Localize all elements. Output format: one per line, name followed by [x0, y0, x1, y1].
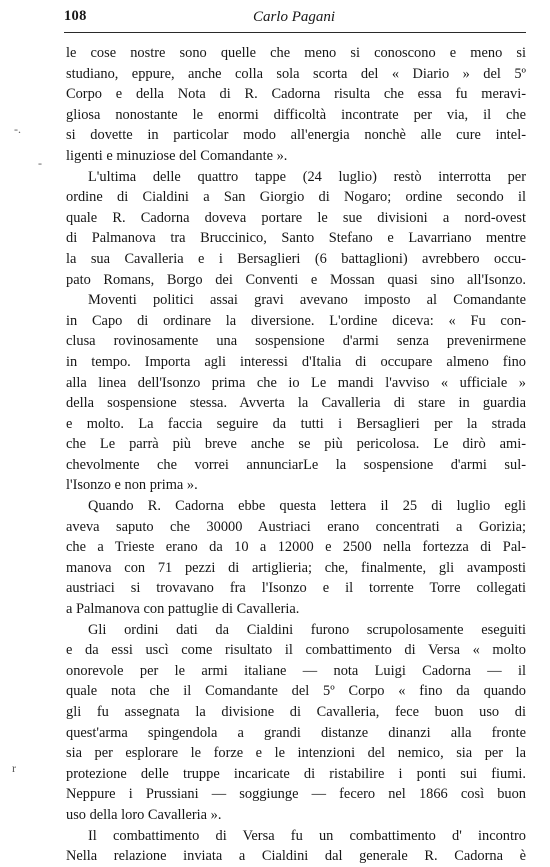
page-body-text — [66, 43, 526, 867]
page-header — [64, 8, 524, 30]
text-line: che Le parrà più breve anche se più pericolosa. Le dirò ami- — [66, 436, 526, 453]
text-line: e molto. La faccia seguire da tutti i Bersaglieri per la strada — [66, 415, 526, 432]
text-line: la sua Cavalleria e i Bersaglieri (6 battaglioni) avrebbero occu- — [66, 250, 526, 267]
text-line: l'Isonzo e non prima ». — [66, 477, 198, 494]
text-line: chevolmente che vorrei annunciarLe la sospensione d'armi sul- — [66, 456, 526, 473]
text-line: pato Romans, Borgo dei Conventi e Mossan quasi sino all'Isonzo. — [66, 271, 526, 288]
text-line: le cose nostre sono quelle che meno si conoscono e meno si — [66, 45, 526, 61]
margin-mark: -. — [14, 122, 21, 136]
text-line: studiano, eppure, anche colla sola scorta del « Diario » del 5º — [66, 65, 526, 82]
text-line: ordine di Cialdini a San Giorgio di Nogaro; ordine secondo il — [66, 189, 526, 206]
text-line: austriaci si trovavano fra l'Isonzo e il torrente Torre collegati — [66, 580, 526, 597]
text-line: della sospensione stessa. Avverta la Cavalleria di stare in guardia — [66, 395, 526, 412]
text-line: sia per esplorare le forze e le intenzioni del nemico, sia per la — [66, 745, 526, 762]
text-line: che a Trieste erano da 10 a 12000 e 2500 nella fortezza di Pal- — [66, 539, 526, 556]
running-title: Carlo Pagani — [252, 9, 336, 25]
paragraph-start-line: Moventi politici assai gravi avevano imposto al Comandante — [88, 292, 526, 309]
text-line: alla linea dell'Isonzo prima che io Le mandi l'avviso « ufficiale » — [66, 374, 526, 391]
paragraph-start-line: Gli ordini dati da Cialdini furono scrupolosamente eseguiti — [88, 621, 526, 638]
margin-mark: r — [12, 761, 16, 775]
paragraph-start-line: Quando R. Cadorna ebbe questa lettera il 25 di luglio egli — [88, 498, 526, 515]
text-line: Corpo e della Nota di R. Cadorna risulta che essa fu meravi- — [66, 86, 526, 103]
header-rule — [64, 32, 526, 33]
text-line: Nella relazione inviata a Cialdini dal generale R. Cadorna è — [66, 848, 526, 865]
text-line: Neppure i Prussiani — soggiunge — fecero nel 1866 così buon — [66, 786, 526, 803]
text-line: di Palmanova tra Bruccinico, Santo Stefano e Lavarriano mentre — [66, 230, 526, 247]
text-line: quale R. Cadorna doveva portare le sue divisioni a nord-ovest — [66, 209, 526, 226]
text-line: ligenti e minuziose del Comandante ». — [66, 147, 288, 164]
text-line: manova con 71 pezzi di artiglieria; che, finalmente, gli avamposti — [66, 559, 526, 576]
text-line: aveva saputo che 30000 Austriaci erano concentrati a Gorizia; — [66, 518, 526, 535]
text-line: quale nota che il Comandante del 5º Corpo « fino da quando — [66, 683, 526, 700]
text-line: si dovette in particolar modo all'energia nonchè alle cure intel- — [66, 127, 526, 144]
text-line: protezione delle truppe incaricate di ristabilire i ponti sui fiumi. — [66, 765, 526, 782]
paragraph-start-line: Il combattimento di Versa fu un combattimento d' incontro — [88, 827, 526, 844]
text-line: gli fu assegnata la divisione di Cavalleria, fece buon uso di — [66, 704, 526, 720]
text-line: a Palmanova con pattuglie di Cavalleria. — [66, 601, 300, 618]
text-line: uso della loro Cavalleria ». — [66, 806, 222, 823]
text-line: gliosa nonostante le enormi difficoltà incontrate per via, il che — [66, 106, 526, 123]
text-line: quest'arma spingendola a grandi distanze dinanzi alla fronte — [66, 724, 526, 741]
margin-mark: - — [38, 156, 42, 170]
page-number: 108 — [64, 8, 87, 24]
text-line: clusa rovinosamente una sospensione d'armi senza prevenirmene — [66, 333, 526, 350]
text-line: e da essi uscì come risultato il combattimento di Versa « molto — [66, 642, 526, 659]
text-line: onorevole per le armi italiane — nota Luigi Cadorna — il — [66, 662, 526, 679]
paragraph-start-line: L'ultima delle quattro tappe (24 luglio) restò interrotta per — [88, 168, 526, 185]
text-line: in tempo. Importa agli interessi d'Italia di occupare almeno fino — [66, 353, 526, 370]
text-line: in Capo di ordinare la diversione. L'ordine diceva: « Fu con- — [66, 312, 526, 329]
